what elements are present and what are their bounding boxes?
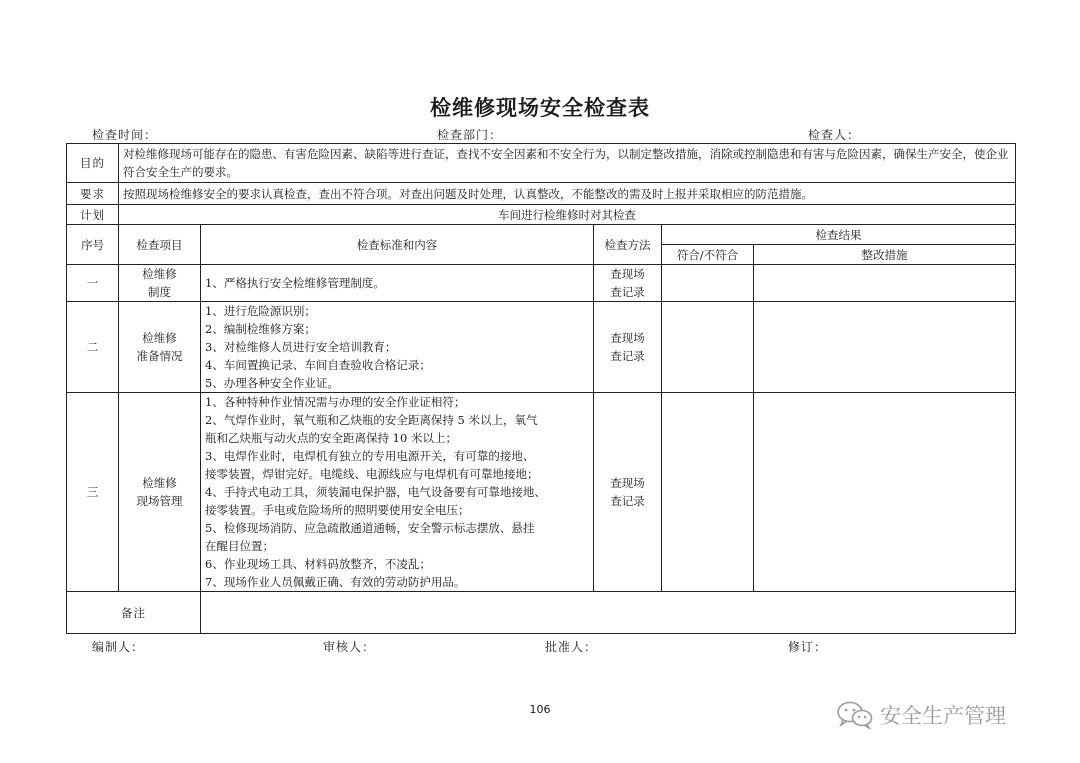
row-standard [201,393,594,592]
standard-line: 3、对检维修人员进行安全培训教育； [205,340,397,354]
prepared-by-label: 编制人： [92,640,145,654]
row-item-line: 准备情况 [136,349,183,363]
standard-line: 接零装置，焊钳完好。电缆线、电源线应与电焊机有可靠地接地； [205,467,539,481]
reviewed-by-label: 审核人： [323,640,376,654]
standard-line: 4、手持式电动工具，须装漏电保护器，电气设备要有可靠地接地、 [205,485,546,499]
inspection-dept-label: 检查部门： [437,128,503,142]
row-method [594,393,662,592]
standard-line: 2、编制检维修方案； [205,322,316,336]
watermark-text: 安全生产管理 [880,704,1006,728]
standard-line: 4、车间置换记录、车间自查验收合格记录； [205,358,431,372]
method-line: 查现场 [610,267,645,281]
row-item [119,393,201,592]
watermark [836,700,1006,730]
inspector-label: 检查人： [808,128,861,142]
header-row [67,225,1016,245]
col-header-standard: 检查标准和内容 [201,225,594,265]
purpose-row [67,144,1016,183]
row-item-line: 检维修 [142,267,177,281]
purpose-label: 目的 [67,144,119,183]
standard-line: 2、气焊作业时，氧气瓶和乙炔瓶的安全距离保持 5 米以上，氧气 [205,413,538,427]
col-header-no: 序号 [67,225,119,265]
method-line: 查现场 [610,476,645,490]
standard-line: 1、各种特种作业情况需与办理的安全作业证相符； [205,395,466,409]
remark-cell[interactable] [201,592,1016,634]
row-conform-cell[interactable] [662,265,754,302]
document-title: 检维修现场安全检查表 [430,95,650,120]
standard-line: 3、电焊作业时，电焊机有独立的专用电源开关，有可靠的接地、 [205,449,535,463]
standard-line: 瓶和乙炔瓶与动火点的安全距离保持 10 米以上； [205,431,457,445]
method-line: 查记录 [610,494,645,508]
col-header-item: 检查项目 [119,225,201,265]
remark-label: 备注 [67,592,201,634]
method-line: 查现场 [610,331,645,345]
table-row [67,393,1016,592]
table-row [67,265,1016,302]
inspection-table [66,143,1016,634]
row-conform-cell[interactable] [662,393,754,592]
requirement-label: 要求 [67,183,119,205]
standard-line: 6、作业现场工具、材料码放整齐，不凌乱； [205,557,431,571]
row-rectify-cell[interactable] [754,302,1016,393]
row-method [594,265,662,302]
row-item [119,265,201,302]
inspection-time-label: 检查时间： [92,128,158,142]
row-rectify-cell[interactable] [754,265,1016,302]
row-item-line: 制度 [148,285,171,299]
row-method [594,302,662,393]
row-item-line: 检维修 [142,331,177,345]
col-header-conform: 符合/不符合 [662,245,754,265]
page-number: 106 [529,703,551,716]
row-rectify-cell[interactable] [754,393,1016,592]
standard-line: 5、办理各种安全作业证。 [205,376,339,390]
standard-line: 接零装置。手电或危险场所的照明要使用安全电压； [205,503,470,517]
plan-row [67,205,1016,225]
row-item-line: 现场管理 [136,494,183,508]
purpose-text: 对检维修现场可能存在的隐患、有害危险因素、缺陷等进行查证，查找不安全因素和不安全行为，以制定整改措施，消除或控制隐患和有害与危险因素，确保生产安全，使企业符合安全生产的要求。 [119,144,1016,183]
remark-row [67,592,1016,634]
table-row [67,302,1016,393]
row-conform-cell[interactable] [662,302,754,393]
method-line: 查记录 [610,349,645,363]
row-standard [201,265,594,302]
row-no: 二 [67,302,119,393]
col-header-method: 检查方法 [594,225,662,265]
revised-label: 修订： [788,640,828,654]
col-header-result: 检查结果 [662,225,1016,245]
row-item [119,302,201,393]
standard-line: 在醒目位置； [205,539,274,553]
approved-by-label: 批准人： [545,640,598,654]
row-standard [201,302,594,393]
standard-line: 1、严格执行安全检维修管理制度。 [205,276,385,290]
row-no: 三 [67,393,119,592]
requirement-row [67,183,1016,205]
plan-label: 计划 [67,205,119,225]
plan-text: 车间进行检维修时对其检查 [119,205,1016,225]
row-no: 一 [67,265,119,302]
standard-line: 1、进行危险源识别； [205,304,316,318]
standard-line: 5、检修现场消防、应急疏散通道通畅，安全警示标志摆放、悬挂 [205,521,535,535]
requirement-text: 按照现场检维修安全的要求认真检查，查出不符合项。对查出问题及时处理，认真整改，不能整改的需及时上报并采取相应的防范措施。 [119,183,1016,205]
row-item-line: 检维修 [142,476,177,490]
col-header-rectify: 整改措施 [754,245,1016,265]
standard-line: 7、现场作业人员佩戴正确、有效的劳动防护用品。 [205,575,466,589]
wechat-icon [836,700,874,730]
method-line: 查记录 [610,285,645,299]
